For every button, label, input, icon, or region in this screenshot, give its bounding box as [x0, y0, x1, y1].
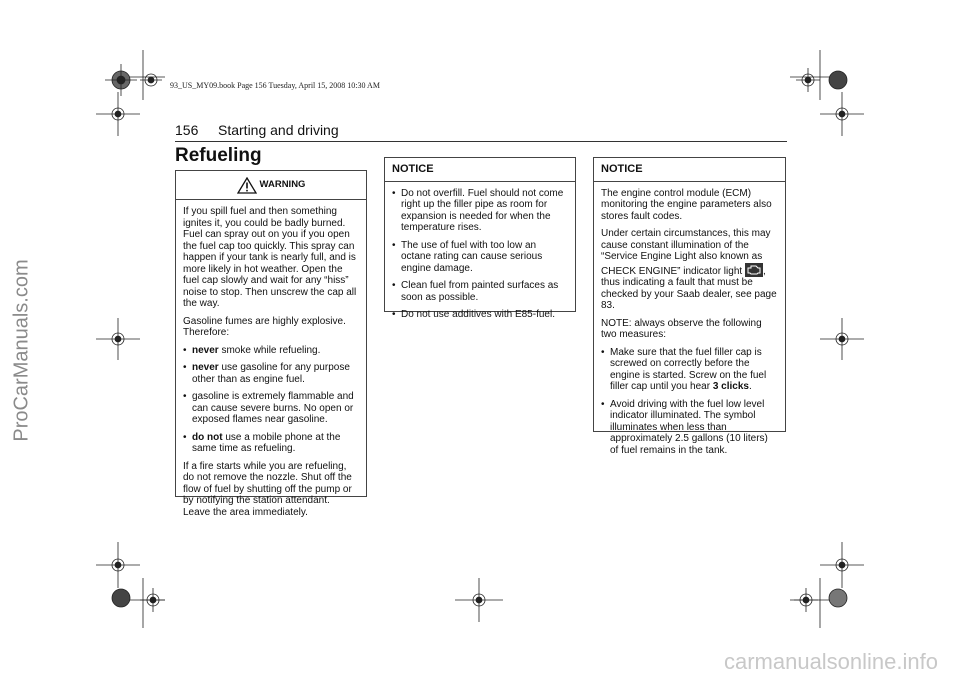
- list-item: • Avoid driving with the fuel low level indicator illuminated. The symbol illuminates when less than approximately 2.5 gallons (10 liters) of fuel remains in the tank.: [601, 399, 778, 457]
- list-item: • Do not overfill. Fuel should not come right up the filler pipe as room for expansion is needed for when the temperature rises.: [392, 188, 568, 234]
- paragraph-text: , thus indicating a fault that must be checked by your Saab dealer, see page 83.: [601, 265, 777, 311]
- notice-2-heading: NOTICE: [594, 158, 785, 182]
- list-item: • Clean fuel from painted surfaces as soon as possible.: [392, 280, 568, 303]
- warning-box: [175, 170, 367, 518]
- warning-bullet-list: [183, 345, 359, 455]
- notice-1-heading: NOTICE: [385, 158, 575, 182]
- header-rule: [175, 141, 787, 142]
- notice-2-body: [594, 182, 785, 467]
- warning-body: [176, 200, 366, 528]
- side-watermark-text: ProCarManuals.com: [10, 258, 33, 442]
- notice-2-paragraph-2: [601, 228, 778, 312]
- bullet-strong: never: [192, 344, 219, 356]
- list-item: [183, 345, 359, 357]
- notice-2-paragraph-1: The engine control module (ECM) monitoring the engine parameters also stores fault codes.: [601, 187, 772, 222]
- page-number: 156: [175, 122, 199, 138]
- bullet-strong: do not: [192, 431, 223, 443]
- list-item: [183, 432, 359, 455]
- warning-triangle-icon: [237, 177, 257, 194]
- warning-paragraph-1: If you spill fuel and then something ignites it, you could be badly burned. Fuel can spray out on you if you open the fuel cap too quickly. This spray can happen if your tank is nearly full, and is more likely in hot weather. Open the fuel cap slowly and wait for any “hiss” noise to stop. Then unscrew the cap all the way.: [183, 206, 357, 309]
- page-header: [175, 122, 339, 138]
- warning-paragraph-3: If a fire starts while you are refueling, do not remove the nozzle. Shut off the flow of fuel by shutting off the pump or by notifying the station attendant. Leave the area immediately.: [183, 460, 352, 518]
- notice-1-bullet-list: [392, 188, 568, 321]
- list-item: [183, 362, 359, 385]
- bullet-text: use gasoline for any purpose other than as engine fuel.: [192, 362, 350, 385]
- notice-box-1: [384, 157, 576, 320]
- paragraph-text: Under certain circumstances, this may cause constant illumination of the “Service Engine Light also known as CHECK ENGINE” indicator light: [601, 228, 771, 277]
- list-item: • Do not use additives with E85-fuel.: [392, 309, 568, 321]
- bullet-text: Make sure that the fuel filler cap is screwed on correctly before the engine is started. Screw on the fuel filler cap until you hear: [610, 346, 767, 392]
- notice-box-2: [593, 157, 786, 456]
- notice-2-paragraph-3: NOTE: always observe the following two measures:: [601, 317, 762, 340]
- warning-heading: [176, 171, 366, 200]
- bullet-text: smoke while refueling.: [218, 344, 321, 356]
- section-title: Starting and driving: [218, 122, 339, 138]
- check-engine-icon: [745, 263, 763, 277]
- notice-2-bullet-list: [601, 347, 778, 457]
- book-file-line: 93_US_MY09.book Page 156 Tuesday, April 15, 2008 10:30 AM: [170, 81, 380, 90]
- bullet-strong: never: [192, 362, 219, 373]
- notice-1-body: [385, 182, 575, 331]
- list-item: • The use of fuel with too low an octane rating can cause serious engine damage.: [392, 240, 568, 275]
- warning-paragraph-2: Gasoline fumes are highly explosive. Therefore:: [183, 315, 346, 338]
- list-item: [183, 391, 359, 426]
- list-item: [601, 347, 778, 393]
- bullet-strong: 3 clicks: [712, 381, 749, 392]
- bottom-watermark: carmanualsonline.info: [723, 649, 938, 674]
- page-title: Refueling: [175, 145, 262, 166]
- bullet-text: gasoline is extremely flammable and can cause severe burns. No open or exposed flames near gasoline.: [192, 391, 354, 425]
- warning-heading-text: WARNING: [259, 179, 306, 191]
- bullet-text: use a mobile phone at the same time as refueling.: [192, 431, 341, 454]
- bullet-text: .: [749, 381, 752, 392]
